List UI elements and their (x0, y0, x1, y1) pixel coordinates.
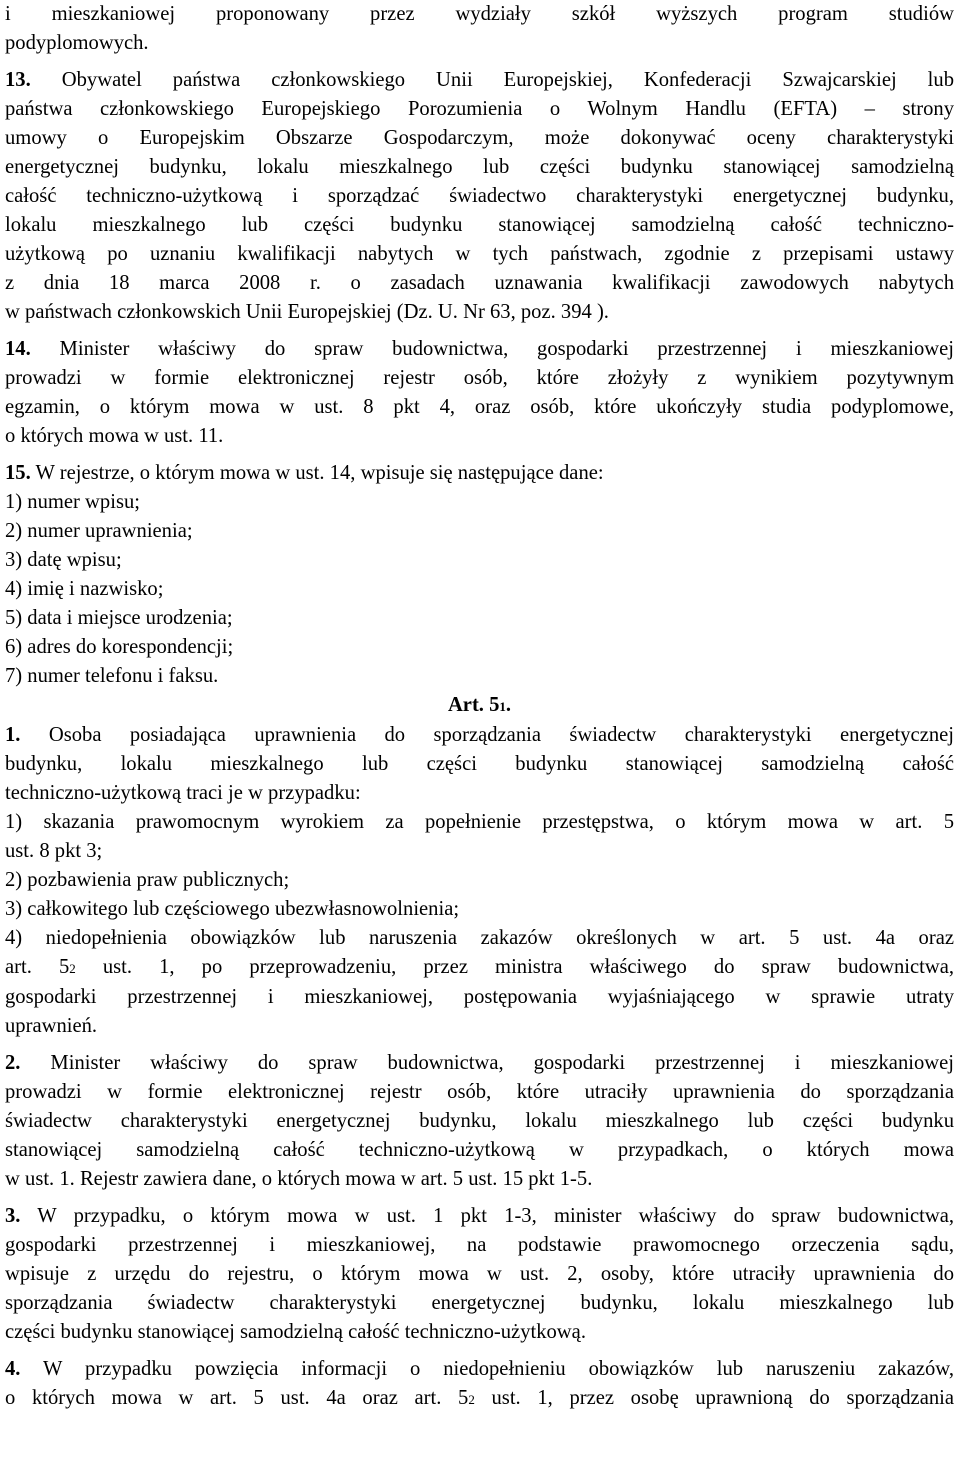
paragraph-13 (5, 66, 954, 327)
text-line: wpisuje z urzędu do rejestru, o którym mowa w ust. 2, osoby, które utraciły uprawnienia do (5, 1263, 954, 1285)
text-line: 4) niedopełnienia obowiązków lub naruszenia zakazów określonych w art. 5 ust. 4a oraz (5, 927, 954, 949)
superscript: 2 (69, 961, 76, 976)
text-line: 2. Minister właściwy do spraw budownictwa, gospodarki przestrzennej i mieszkaniowej (5, 1052, 954, 1074)
text-line: 3. W przypadku, o którym mowa w ust. 1 pkt 1-3, minister właściwy do spraw budownictwa, (5, 1205, 954, 1227)
text-line: techniczno-użytkową traci je w przypadku: (5, 782, 361, 804)
paragraph-number: 13. (5, 69, 31, 91)
text-line: energetycznej budynku, lokalu mieszkalnego lub części budynku stanowiącej samodzielną (5, 156, 954, 178)
text-line: stanowiącej samodzielną całość techniczno-użytkową w przypadkach, o których mowa (5, 1139, 954, 1161)
list-item: 3) datę wpisu; (5, 549, 122, 571)
text-line: podyplomowych. (5, 32, 149, 54)
text-line: świadectw charakterystyki energetycznej budynku, lokalu mieszkalnego lub części budynku (5, 1110, 954, 1132)
text-line: państwa członkowskiego Europejskiego Porozumienia o Wolnym Handlu (EFTA) – strony (5, 98, 954, 120)
text-line: uprawnień. (5, 1015, 98, 1037)
text-line: prowadzi w formie elektronicznej rejestr osób, które utraciły uprawnienia do sporządzania (5, 1081, 954, 1103)
text-line: ust. 8 pkt 3; (5, 840, 103, 862)
text-line: 13. Obywatel państwa członkowskiego Unii Europejskiej, Konfederacji Szwajcarskiej lub (5, 69, 954, 91)
article-paragraph-4 (5, 1355, 954, 1414)
paragraph-number: 15. (5, 462, 31, 484)
text-line: lokalu mieszkalnego lub części budynku stanowiącej samodzielną całość techniczno- (5, 214, 954, 236)
list-item: 4) imię i nazwisko; (5, 578, 164, 600)
text-line: z dnia 18 marca 2008 r. o zasadach uznawania kwalifikacji zawodowych nabytych (5, 272, 954, 294)
paragraph-number: 4. (5, 1358, 21, 1380)
text-line: budynku, lokalu mieszkalnego lub części budynku stanowiącej samodzielną całość (5, 753, 954, 775)
paragraph-15 (5, 459, 954, 691)
text-line: 2) pozbawienia praw publicznych; (5, 869, 290, 891)
paragraph-number: 1. (5, 724, 21, 746)
article-paragraph-1 (5, 721, 954, 1041)
list-item: 7) numer telefonu i faksu. (5, 665, 219, 687)
article-paragraph-3 (5, 1202, 954, 1347)
text-line: prowadzi w formie elektronicznej rejestr osób, które złożyły z wynikiem pozytywnym (5, 367, 954, 389)
text-line: gospodarki przestrzennej i mieszkaniowej, postępowania wyjaśniającego w sprawie utraty (5, 986, 954, 1008)
paragraph-number: 14. (5, 338, 31, 360)
text-line: w ust. 1. Rejestr zawiera dane, o których mowa w art. 5 ust. 15 pkt 1-5. (5, 1168, 593, 1190)
text-line: 1) skazania prawomocnym wyrokiem za popełnienie przestępstwa, o którym mowa w art. 5 (5, 811, 954, 833)
list-item: 5) data i miejsce urodzenia; (5, 607, 233, 629)
text-line: sporządzania świadectw charakterystyki energetycznej budynku, lokalu mieszkalnego lub (5, 1292, 954, 1314)
text-line: 1. Osoba posiadająca uprawnienia do sporządzania świadectw charakterystyki energetycznej (5, 724, 954, 746)
paragraph-number: 3. (5, 1205, 21, 1227)
text-line: o których mowa w ust. 11. (5, 425, 224, 447)
text-line: 4. W przypadku powzięcia informacji o niedopełnieniu obowiązków lub naruszeniu zakazów, (5, 1358, 954, 1380)
text-line: umowy o Europejskim Obszarze Gospodarczym, może dokonywać oceny charakterystyki (5, 127, 954, 149)
text-line: o których mowa w art. 5 ust. 4a oraz art. 52 ust. 1, przez osobę uprawnioną do sporządzania (5, 1387, 954, 1409)
article-superscript: 1 (499, 699, 506, 714)
superscript: 2 (468, 1392, 475, 1407)
paragraph-number: 2. (5, 1052, 21, 1074)
text-line: art. 52 ust. 1, po przeprowadzeniu, przez ministra właściwego do spraw budownictwa, (5, 956, 954, 978)
text-line: egzamin, o którym mowa w ust. 8 pkt 4, oraz osób, które ukończyły studia podyplomowe, (5, 396, 954, 418)
text-line: części budynku stanowiącej samodzielną całość techniczno-użytkową. (5, 1321, 586, 1343)
text-line: całość techniczno-użytkową i sporządzać świadectwo charakterystyki energetycznej budynku, (5, 185, 954, 207)
text-line: 15. W rejestrze, o którym mowa w ust. 14, wpisuje się następujące dane: (5, 462, 604, 484)
text-line: gospodarki przestrzennej i mieszkaniowej, na podstawie prawomocnego orzeczenia sądu, (5, 1234, 954, 1256)
text-line: 3) całkowitego lub częściowego ubezwłasnowolnienia; (5, 898, 460, 920)
list-item: 1) numer wpisu; (5, 491, 140, 513)
text-line: 14. Minister właściwy do spraw budownictwa, gospodarki przestrzennej i mieszkaniowej (5, 338, 954, 360)
article-title: Art. 51. (447, 694, 512, 716)
text-line: użytkową po uznaniu kwalifikacji nabytych w tych państwach, zgodnie z przepisami ustawy (5, 243, 954, 265)
text-line: i mieszkaniowej proponowany przez wydziały szkół wyższych program studiów (5, 3, 954, 25)
list-item: 2) numer uprawnienia; (5, 520, 193, 542)
paragraph-14 (5, 335, 954, 451)
paragraph-fragment (5, 0, 954, 58)
article-paragraph-2 (5, 1049, 954, 1194)
text-line: w państwach członkowskich Unii Europejskiej (Dz. U. Nr 63, poz. 394 ). (5, 301, 609, 323)
list-item: 6) adres do korespondencji; (5, 636, 234, 658)
